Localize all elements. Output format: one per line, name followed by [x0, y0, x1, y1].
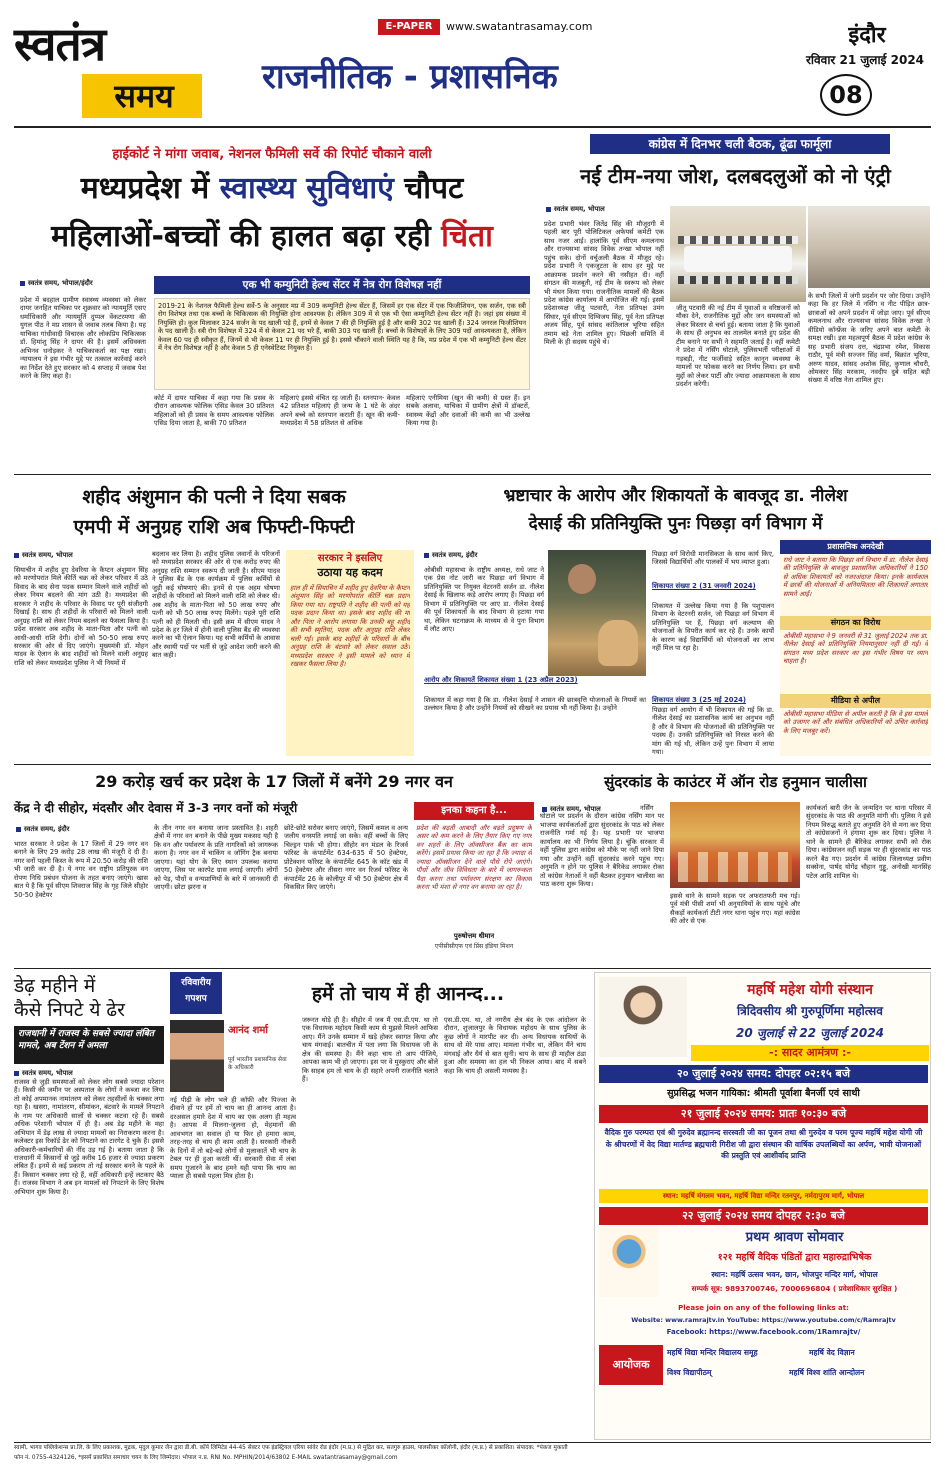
ad-organizer-label: आयोजक [599, 1345, 663, 1385]
body-col2: के तीन नगर वन बनाया जाना प्रस्तावित है। शहरी क्षेत्रों में नगर वन बनाने के पीछे मुख्य मकसद यही है कि वन और पर्यावरण के प्रति नागरिकों को जागरूक करना है। नगर वन में चाकिंग व जॉगिंग ट्रैक बनाया जाएगा। यहां योग के लिए स्थान उपलब्ध कराया जाएगा, जिस पर कारपेट ग्रास लगाई जाएगी। लोगों को पेड़, पौधों व वन्यप्राणियों के बारे में जानकारी दी जाएगी। छोटा झरना व [154, 824, 278, 892]
body-col2: जरूरत थोड़े ही है। सीहोर में जब मैं एस.डी.एम. था तो एक विधायक महोदय किसी काम से मुझसे मिलने आफिस आए। मैंने उनके सम्मान में खड़े होकर स्वागत किया और चाय मंगवाई। बातचीत में पता लगा कि विधायक जी के क्षेत्र की समस्या है। मैंने कहा चाय तो आप पीजिये, आपका काम भी हो जाएगा। इस पर वे मुस्कुराए और बोले कि साहब हम तो चाय के ही सहारे अपनी राजनीति चलाते हैं। [302, 1016, 438, 1084]
ad-line1: २० जुलाई २०२४ समय: दोपहर ०२:१५ बजे [599, 1065, 928, 1083]
body-col2: जीतू पटवारी की नई टीम में युवाओं व वरिष्ठजनों को मौका देने, राजनीतिक मुद्दों और जन समस्याओं को लेकर विस्तार से चर्चा हुई। बताया जाता है कि युवाओं के साथ ही अनुभव का तालमेल बनाते हुए प्रदेश की टीम बनाने पर सभी ने सहमति जताई है। वहीं कमेटी ने प्रदेश में नर्सिंग घोटाले, पुलिसभर्ती परीक्षाओं में गड़बड़ी, नीट फर्जीवाड़े सहित कानून व्यवस्था के मामलों पर फोकस करने का निर्णय लिया। इन सभी मुद्दों को लेकर पार्टी और ज्यादा आक्रामकता के साथ प्रदर्शन करेगी। [676, 304, 800, 388]
ad-invite: -: सादर आमंत्रण :- [691, 1045, 929, 1061]
byline: स्वतंत्र समय, इंदौर [16, 824, 146, 833]
byline: स्वतंत्र समय, भोपाल [14, 1068, 164, 1077]
body-col3: एस.डी.एम. था, तो नगरीय क्षेत्र बंद के एक आंदोलन के दौरान, शुजालपुर के विधायक महोदय के साथ पुलिस के कुछ लोगों ने मारपीट कर दी। अन्य विधायक साथियों के साथ वो मेरे पास आए। मामला गंभीर था, लेकिन मैंने चाय मंगवाई और धैर्य से बात सुनी। चाय के साथ ही माहौल ठंडा हुआ और समस्या का हल भी निकल आया। बाद में सबने कहा कि चाय ही असली मध्यस्थ है। [444, 1016, 586, 1075]
author-photo [170, 1020, 224, 1092]
ad-line5: २२ जुलाई २०२४ समय दोपहर २:३० बजे [599, 1207, 928, 1225]
ad-dates: 20 जुलाई से 22 जुलाई 2024 [736, 1026, 884, 1040]
advertisement [594, 972, 931, 1440]
story-headline-line2: कैसे निपटे ये ढेर [14, 999, 125, 1021]
subhead-bar: एक भी कम्युनिटी हेल्थ सेंटर में नेत्र रोग विशेषज्ञ नहीं [154, 276, 530, 294]
ad-subtitle: त्रिदिवसीय श्री गुरुपूर्णिमा महोत्सव [737, 1004, 883, 1018]
side-heading: प्रशासनिक अनदेखी [780, 540, 931, 554]
body-col1: ओबीसी महासभा के राष्ट्रीय अध्यक्ष, राधे जाट ने एक प्रेस नोट जारी कर पिछड़ा वर्ग विभाग में प्रतिनियुक्ति पर नियुक्त वेटरनरी सर्जन डा. नीलेश देसाई के खिलाफ कड़े आरोप लगाए हैं। पिछड़ा वर्ग विभाग में प्रतिनियुक्ति पर आए डा. नीलेश देसाई की पूर्व शिकायतों के बाद विभाग से हटाया गया था, लेकिन घटनाक्रम के माध्यम से वे पुनः विभाग में लौट आए। [424, 566, 544, 634]
story-desai [420, 478, 931, 760]
quote-text: प्रदेश की बढ़ती आबादी और बढ़ते प्रदूषण के असर को कम करने के लिए तैयार किए गए नगर वन शहरों के लिए ऑक्सीजन बैंक का काम करेंगे। इसमें प्रयास किया जा रहा है कि ज्यादा से ज्यादा ऑक्सीजन देने वाले पौधे रोपे जाएंगे। पौधों और जीव विविधता के बारे में जागरूकता पैदा करना तथा पर्यावरण संरक्षण का विकास करना भी मंशा से नगर वन बनाया जा रहा है। [416, 824, 532, 892]
body-col3: छोटे-छोटे सरोवर बनाए जाएंगे, जिसमें कमल व अन्य जलीय वनस्पति लगाई जा सके। वहीं बच्चों के लिए चिल्ड्रन पार्क भी होगा। सीहोर वन मंडल के रिजर्व फॉरेस्ट के कंपार्टमेंट 634-635 में 50 हेक्टेयर, प्रोटेक्शन फॉरेस्ट के कंपार्टमेंट 645 के कॉट खंड में 50 हेक्टेयर और तीसरा नगर वन रिजर्व फॉरेस्ट के कंपार्टमेंट 26 के कोलीपुर में भी 50 हेक्टेयर क्षेत्र में विकसित किए जाएंगे। [284, 824, 408, 892]
ad-org4: महर्षि विश्व शांति आन्दोलन [789, 1368, 865, 1377]
body-col1: नई पीढ़ी के लोग भले ही कॉफ़ी और पिज्जा के दीवाने हों पर हमें तो चाय का ही आनन्द आता है। दरअसल हमारे देश में चाय का एक अलग ही महत्व है। आपस में मिलना-जुलना हो, मेहमानों की आवभगत का सवाल हो या फिर हो हमारा काम, तरह-तरह से चाय ही काम आती है। सरकारी नौकरी के दिनों में तो बड़े-बड़े लोगों से मुलाकातें भी चाय के टेबल पर ही हुआ करती थीं। सरकारी सेवा में लंबा समय गुजारने के बाद हमने यही पाया कि चाय का प्याला ही सबसे पहला मित्र होता है। [170, 1096, 296, 1180]
body-col2: कोर्ट में दायर याचिका में कहा गया कि प्रसव के दौरान आवश्यक फोलिक एसिड केवल 30 प्रतिशत महिलाओं को ही प्रसव के समय आवश्यक फोलिक एसिड दिया जाता है, बाकी 70 प्रतिशत [154, 394, 274, 428]
sidebar-title: उठाया यह कदम [317, 566, 383, 579]
column-tag-line1: रविवारीय [181, 978, 211, 988]
masthead-rule [14, 126, 931, 128]
ad-follow: Please join on any of the following links at: [678, 1304, 849, 1312]
ad-line3: २१ जुलाई २०२४ समय: प्रातः १०:३० बजे [599, 1105, 928, 1123]
quote-role: एपीसीसीएफ एवं प्रिंस इंडिया मिशन [434, 943, 514, 950]
story-sundarkand [540, 768, 931, 964]
ad-line7: १२१ महर्षि वैदिक पंडितों द्वारा महारुद्राभिषेक [717, 1252, 872, 1263]
sidebar-box [286, 550, 414, 756]
side-text-3: ओबीसी महासभा मीडिया से अपील करती है कि वे इस मामले को उजागर करें और संबंधित अधिकारियों को उचित कार्रवाई के लिए मजबूर करें। [783, 710, 928, 735]
story-headline: सुंदरकांड के काउंटर में ऑन रोड हनुमान चालीसा [604, 773, 867, 791]
story-subhead: राजधानी में राजस्व के सबसे ज्यादा लंबित मामले, अब टेंशन में अमला [14, 1026, 164, 1064]
body-col1: प्रदेश प्रभारी भंवर जितेंद्र सिंह की मौजूदगी में पहली बार पूरी पोलिटिकल अफेयर्स कमेटी एक साथ नजर आई। हालांकि पूर्व सीएम कमलनाथ और राज्यसभा सांसद विवेक तन्खा भोपाल नहीं पहुंच सके। दोनों वर्चुअली बैठक में मौजूद रहे। प्रदेश प्रभारी ने एकजुटता के साथ हर मुद्दे पर आक्रामक प्रदर्शन करने की नसीहत दी। वहीं संगठन की मजबूती, नई टीम के स्वरूप को लेकर भी मंथन किया गया। राजनीतिक मामलों की बैठक प्रदेश कांग्रेस कार्यालय में आयोजित की गई। इसमें प्रदेशाध्यक्ष जीतू पटवारी, नेता प्रतिपक्ष उमंग सिंघार, पूर्व सीएम दिग्विजय सिंह, पूर्व नेता प्रतिपक्ष अजय सिंह, पूर्व सांसद कांतिलाल भूरिया सहित तमाम बड़े नेता शामिल हुए। पिछली समिति में मिली के ही सदस्य पहुंचे थे। [544, 220, 664, 347]
story-tea [168, 972, 588, 1440]
column-tag [170, 972, 222, 1014]
meeting-photo [670, 206, 806, 302]
ad-line2: सुप्रसिद्ध भजन गायिका: श्रीमती पूर्वाशा बैनर्जी एवं साथी [667, 1088, 860, 1099]
logo [14, 16, 204, 116]
guru-portrait [599, 977, 687, 1057]
divider [14, 474, 931, 475]
imprint-line1: स्वामी, भागव पब्लिकेशन्स प्रा.लि. के लिए प्रकाशक, मुद्रक, मृदुल कुमार जैन द्वारा डी.बी. कॉर्प लिमिटेड 44-45 सेक्टर एफ इंडस्ट्रियल एरिया सांवेर रोड इंदौर (म.प्र.) से मुद्रित कर, सतगुरु हाउस, पालसीकर कॉलोनी, इंदौर (म.प्र.) से प्रकाशित। संपादक: *पंकज मुकाती [14, 1445, 568, 1451]
ad-venue2: स्थान: महर्षि उत्सव भवन, छान, भोजपुर मन्दिर मार्ग, भोपाल [711, 1270, 878, 1279]
column-tag-line2: गपशप [185, 994, 207, 1004]
byline: स्वतंत्र समय, इंदौर [424, 550, 544, 559]
meeting-photo-2 [808, 206, 930, 288]
side-text: राधे जाट ने बताया कि पिछड़ा वर्ग विभाग में डा. नीलेश देसाई की प्रतिनियुक्ति के बावजूद प्रशासनिक अधिकारियों ने 150 से अधिक शिकायतों को नजरअंदाज किया। इनके कार्यकाल में छात्रों की योजनाओं में अनियमितता की शिकायतें लगातार सामने आईं। [783, 556, 928, 598]
story-subhead: केंद्र ने दी सीहोर, मंदसौर और देवास में 3-3 नगर वनों को मंजूरी [14, 801, 298, 815]
ad-org3: विश्व विद्यापीठम् [667, 1368, 712, 1377]
story-health [14, 132, 530, 462]
complaint3-title: शिकायत संख्या 3 (25 मई 2024) [652, 696, 747, 704]
quote-name: पुरुषोत्तम धीमान [453, 932, 495, 940]
body-col3: महिलाएं इससे वंचित रह जाती हैं। स्तनपान- केवल 42 प्रतिशत महिलाएं ही जन्म के 1 घंटे के अंदर अपने बच्चे को स्तनपान कराती हैं। खून की कमी- मध्यप्रदेश में 58 प्रतिशत से अधिक [280, 394, 400, 428]
story-headline: डेढ़ महीने में [14, 975, 96, 997]
body-col3: के सभी जिलों में जंगी प्रदर्शन पर जोर दिया। उन्होंने कहा कि हर जिले में नर्सिंग व नीट पीड़ित छात्र-छात्राओं को अपने प्रदर्शन में जोड़ा जाए। पूर्व सीएम कमलनाथ और राज्यसभा सांसद विवेक तन्खा ने वीडियो कॉन्फ्रेंस के जरिए अपने बात कमेटी के समक्ष रखी। इस महत्वपूर्ण बैठक में प्रदेश कांग्रेस के सह प्रभारी संजय दत्त, चंद्रप्रभा रमेश, विकास राठौर, पूर्व मंत्री सज्जन सिंह वर्मा, बिक्रांत भूरिया, अरुण यादव, सांसद अशोक सिंह, कुणाल चौधरी, ओमकार सिंह मरकाम, नवदीप दुबे सहित बड़ी संख्या में वरिष्ठ नेता शामिल हुए। [808, 292, 930, 385]
ad-org1: महर्षि विद्या मन्दिर विद्यालय समूह [667, 1348, 758, 1357]
ad-org2: महर्षि वेद विज्ञान [809, 1348, 855, 1357]
date: रविवार 21 जुलाई 2024 [805, 53, 925, 67]
story-headline: हमें तो चाय में ही आनन्द... [311, 983, 505, 1005]
story-headline: भ्रष्टाचार के आरोप और शिकायतों के बावजूद डा. नीलेश [503, 486, 848, 506]
sidebar-text: हाल ही में सियाचिन में शहीद हुए देवरिया के कैप्टन अंशुमान सिंह को मरणोपरांत कीर्ति चक्र प्रदान किया गया था। राष्ट्रपति ने शहीद की पत्नी को यह पदक प्रदान किया था। इसके बाद शहीद की मां और पिता ने आरोप लगाया कि उनकी बहू शहीद की सभी स्मृतियां, पदक और अनुग्रह राशि लेकर चली गई। इसके बाद शहीदों के परिवारों के बीच अनुग्रह राशि के बंटवारे को लेकर सवाल उठे। मध्यप्रदेश सरकार ने इसी मामले को ध्यान में रखकर फैसला लिया है। [290, 584, 410, 668]
story-revenue [14, 972, 164, 1440]
story-headline: 29 करोड़ खर्च कर प्रदेश के 17 जिलों में बनेंगे 29 नगर वन [95, 772, 453, 791]
body-col-mid: इससे थाने के सामने सड़क पर अफरातफरी मच गई। पूर्व मंत्री पीसी शर्मा भी अनुयायियों के साथ पहुंचे और सैकड़ों कार्यकर्ता टीटी नगर थाना पहुंच गए। यहां कांग्रेस की ओर से एक [670, 892, 800, 926]
body-col1: नर्सिंग घोटाले पर प्रदर्शन के दौरान कांग्रेस नर्सिंग मान पर भाजपा कार्यकर्ताओं द्वारा सुंदरकांड के पाठ को लेकर राजनीति गर्मा गई है। यह प्रभारी पर भाजपा कार्यालय का भी निर्णय लिया है। चूंकि सरकार में वहीं पुलिस द्वारा कांग्रेस को मौके पर नहीं जाने दिया गया और उन्होंने वहीं सुंदरकांड करने पहुंच गए। अनुमति न होने पर पुलिस ने बैरिकेड लगाकर रोका तो कांग्रेस नेताओं ने वहीं बैठकर हनुमान चालीसा का पाठ करना शुरू किया। [540, 804, 664, 888]
ad-line4: वैदिक गुरु परम्परा एवं श्री गुरुदेव ब्रह्मानन्द सरस्वती जी का पूजन तथा श्री गुरुदेव व परम पूज्य महर्षि महेश योगी जी के श्रीचरणों में वेद विद्या मार्तण्ड ब्रह्मचारी गिरीश जी द्वारा संस्थान की वार्षिक उपलब्धियों का अर्पण, भावी योजनाओं की प्रस्तुति एवं आशीर्वाद प्राप्ति [604, 1128, 923, 1160]
imprint-line2: फोन नं. 0755-4324126, *इसमें प्रकाशित समाचार चयन के लिए जिम्मेदार। भोपाल न.प्र. RNI No. MPHIN/2014/63802 E-MAIL swatantrasamay@gmail.com [14, 1455, 398, 1461]
byline: स्वतंत्र समय, भोपाल [546, 204, 666, 213]
divider [14, 764, 931, 765]
city: इंदौर [848, 23, 886, 48]
story-headline: नई टीम-नया जोश, दलबदलुओं को नो एंट्री [580, 164, 891, 188]
logo-line1: स्वतंत्र [14, 17, 106, 71]
story-kicker: हाईकोर्ट ने मांगा जवाब, नेशनल फैमिली सर्वे की रिपोर्ट चौकाने वाली [112, 147, 432, 162]
story-kicker: कांग्रेस में दिनभर चली बैठक, ढूंढा फार्मूला [590, 134, 890, 154]
author-name: आनंद शर्मा [228, 1025, 268, 1036]
story-headline: मध्यप्रदेश में स्वास्थ्य सुविधाएं चौपट [80, 171, 464, 206]
complaint2-title: शिकायत संख्या 2 (31 जनवरी 2024) [652, 582, 756, 590]
section-title: राजनीतिक - प्रशासनिक [262, 57, 558, 97]
story-headline-line2: महिलाओं-बच्चों की हालत बढ़ा रही चिंता [51, 219, 493, 254]
ad-contact: सम्पर्क सूत्र: 9893700746, 7000696804 ( प्रवेशाधिकार सुरक्षित ) [691, 1284, 898, 1293]
epaper-tag: E-PAPER [378, 19, 440, 35]
story-congress [540, 132, 931, 472]
footer-rule [14, 1442, 931, 1443]
story-forests [14, 768, 534, 964]
divider [14, 968, 931, 969]
person-dog-photo [548, 550, 646, 676]
body-col1: प्रदेश में बदहाल ग्रामीण स्वास्थ्य व्यवस्था को लेकर दायर जनहित याचिका पर शुक्रवार को न्यायमूर्ति एसए धर्माधिकारी और न्यायमूर्ति दुप्पल वेंकटरमणा की युगल पीठ ने मप्र शासन से जवाब तलब किया है। यह याचिका गांधीवादी विचारक और लोकप्रिय चिकित्सक डॉ. हिमांशु सिंह ने दायर की है। इसमें अधिवक्ता अभिनव धनोड़कर ने याचिकाकर्ता का पक्ष रखा। न्यायालय ने इस गंभीर मुद्दे पर तत्काल कार्रवाई करने का निर्देश देते हुए सरकार को 4 सप्ताह में जवाब पेश करने के लिए कहा है। [20, 296, 146, 380]
complaint1-title: आरोप और शिकायतें शिकायत संख्या 1 (23 अप्रैल 2023) [424, 676, 578, 684]
protest-photo [670, 802, 800, 888]
story-headline-line2: एमपी में अनुग्रह राशि अब फिफ्टी-फिफ्टी [73, 516, 355, 538]
complaint2-text: शिकायत में उल्लेख किया गया है कि पशुपालन विभाग के वेटरनरी सर्जन, जो पिछड़ा वर्ग विभाग में प्रतिनियुक्ति पर हैं, पिछड़ा वर्ग कल्याण की योजनाओं के विपरीत कार्य कर रहे हैं। उनके कार्यों के कारण कई विद्यार्थियों को योजनाओं का लाभ नहीं मिल पा रहा है। [652, 602, 774, 653]
side-heading-2: संगठन का विरोध [780, 616, 931, 630]
website[interactable]: www.swatantrasamay.com [446, 20, 593, 33]
complaint3-text: पिछड़ा वर्ग आयोग में भी शिकायत की गई कि डा. नीलेश देसाई का प्रशासनिक कार्य का अनुभव नहीं है और वे विभाग की योजनाओं की प्रतिनियुक्ति पर पदस्थ हैं। उनकी प्रतिनियुक्ति को निरस्त करने की मांग की गई थी, लेकिन उन्हें पुनः विभाग में लाया गया। [652, 706, 774, 756]
body-col2: कार्यकर्ता बारी जैन के जन्मदिन पर थाना परिसर में सुंदरकांड के पाठ की अनुमति मांगी थी। पुलिस ने इसे नियम विरुद्ध बताते हुए अनुमति देने से मना कर दिया तो कांग्रेसजनों ने हंगामा शुरू कर दिया। पुलिस ने थाने के सामने ही बैरिकेड लगाकर सभी को रोक दिया। कांग्रेसजन वहीं सड़क पर ही सुंदरकांड का पाठ करने बैठ गए। प्रदर्शन में कांग्रेस जिलाध्यक्ष प्रवीण सक्सेना, पार्षद योगेंद्र चौहान गुड्डू, अनोखी मानसिंह पटेल आदि शामिल थे। [806, 804, 931, 880]
body-col2: बदलाव कर लिया है। शहीद पुलिस जवानों के परिजनों को मध्यप्रदेश सरकार की ओर से एक करोड़ रुपए की अनुग्रह राशि सम्मान स्वरूप दी जाती है। सीएम यादव ने पुलिस बैंड के एक कार्यक्रम में पुलिस कर्मियों से जुड़ी कई घोषणाएं की। इनमें से एक अहम घोषणा शहीदों के परिवारों को मिलने वाली राशि को लेकर थी। अब शहीद के माता-पिता को 50 लाख रुपए और पत्नी को भी 50 लाख रुपए मिलेंगे। पहले पूरी राशि पत्नी को ही मिलती थी। इसी क्रम में सीएम यादव ने प्रदेश के हर जिले में होनी वाली पुलिस बैंड की व्यवस्था करने का भी ऐलान किया। यह सभी कर्मियों के आवास और स्थायी पदों पर भर्ती से जुड़े आदेश जारी करने की बात कही। [152, 550, 280, 660]
shiva-image [599, 1227, 659, 1297]
body-col1: सियाचीन में शहीद हुए देवरिया के कैप्टन अंशुमान सिंह को मरणोपरांत मिले कीर्ति चक्र को लेकर परिवार में उठे विवाद के बाद सेना पदक सम्मान मिलने वाले शहीदों को लेकर नियम बदलने की मांग उठी है। मध्यप्रदेश की सरकार ने शहीद के परिवार के विवाद पर पूरी संजीदगी दिखाई है। साथ ही शहीदों के परिवारों को मिलने वाली अनुग्रह राशि को लेकर नियम बदलने का फैसला किया है। प्रदेश सरकार अब शहीद के माता-पिता और पत्नी को आधी-आधी राशि देगी। दोनों को 50-50 लाख रुपए सरकार की ओर से दिए जाएंगे। मुख्यमंत्री डॉ. मोहन यादव के ऐलान के बाद शहीदों को मिलने वाली अनुग्रह राशि को लेकर मध्यप्रदेश पुलिस ने भी नियमों में [14, 566, 148, 667]
masthead [0, 0, 945, 128]
stats-box: 2019-21 के नेशनल फैमिली हेल्थ सर्वे-5 के अनुसार मप्र में 309 कम्युनिटी हेल्थ सेंटर हैं, जिसमें हर एक सेंटर में एक फिजीशियन, एक सर्जन, एक स्त्री रोग विशेषज्ञ तथा एक बच्चों के चिकित्सक की नियुक्ति होना आवश्यक है। लेकिन 309 में से एक भी ऐसा कम्युनिटी हेल्थ सेंटर नहीं है। जहां इस संख्या में नियुक्ति हो। कुल मिलाकर 324 सर्जन के पद खाली पड़े हैं, इनमें से केवल 7 की ही नियुक्ति हुई है और बाकी 302 पद खाली हैं। 324 जनरल फिजीशियन के पद खाली हैं। स्त्री रोग विशेषज्ञ में 324 में से केवल 21 पद भरे हैं, बाकी 303 पद खाली हैं। बच्चों के विशेषज्ञों के लिए 309 पदों आवश्यकता है, लेकिन केवल 60 पद ही स्वीकृत हैं, जिनमें से भी केवल 11 पर ही नियुक्ति हुई है। इससे चौंकाने वाली स्थिति यह है कि, मप्र प्रदेश में एक भी कम्युनिटी हेल्थ सेंटर में नेत्र रोग विशेषज्ञ नहीं है और केवल 5 ही एनेस्थेटिस्ट नियुक्त है। [154, 298, 530, 390]
byline: स्वतंत्र समय, भोपाल/इंदौर [20, 278, 150, 287]
story-headline: शहीद अंशुमान की पत्नी ने दिया सबक [82, 486, 346, 508]
body-text: राजस्व से जुड़ी समस्याओं को लेकर लोग सबसे ज्यादा परेशान हैं। किसी की जमीन पर अस्पताल के लोगों ने कब्जा कर लिया तो कोई अपमानक नामांतरण को लेकर तहसीलों के चक्कर लगा रहा है। खसरा, नामांतरण, सीमांकन, बंटवारे के मामले निपटाने के नाम पर अधिकारी सालों से चक्कर कटवा रहे हैं। सबसे अधिक परेशानी भोपाल में ही है। अब डेढ़ महीने के महा अभियान में डेढ़ लाख से ज्यादा मामलों का निराकरण करना है। कलेक्टर इस रिकॉर्ड ढेर को निपटाने का टारगेट दे चुके हैं। इससे अधिकारी-कर्मचारियों की नींद उड़ गई है। बताया जाता है कि राजधानी में किसानों से जुड़े करीब 16 हजार से ज्यादा प्रकरण लंबित हैं। इनमें से कई प्रकरण तो नई सरकार बनने के पहले के हैं। किसान चक्कर लगा रहे हैं, वहीं अधिकारी इन्हें लटकाए बैठे हैं। राजस्व विभाग ने अब इन मामलों को निपटाने के लिए विशेष अभियान शुरू किया है। [14, 1078, 164, 1196]
side-text-2: ओबीसी महासभा ने 9 जनवरी से 31 जुलाई 2024 तक डा. नीलेश देसाई को प्रतिनियुक्ति नियमानुसार नहीं दी गई। वे संगठन मध्य प्रदेश सरकार का इस गंभीर विषय पर ध्यान चाहता है। [783, 632, 928, 666]
complaint1-text: शिकायत में कहा गया है कि डा. नीलेश देसाई ने शासन की छात्रवृत्ति योजनाओं के नियमों का उल्लंघन किया है और उन्होंने नियमों को सीखने का प्रयास भी नहीं किया है। उन्होंने [424, 696, 646, 713]
ad-website[interactable]: Website: www.ramrajtv.in YouTube: https://www.youtube.com/c/Ramrajtv [631, 1316, 896, 1324]
ad-facebook[interactable]: Facebook: https://www.facebook.com/1Ramrajtv/ [666, 1328, 861, 1336]
logo-line2: समय [114, 77, 174, 115]
ad-venue1: स्थान: महर्षि मंगलम भवन, महर्षि विद्या मन्दिर रतनपुर, नर्मदापुरम मार्ग, भोपाल [599, 1189, 928, 1203]
body-col4: महिलाएं एनीमिया (खून की कमी) से ग्रस्त हैं। इन सबके अलावा, याचिका में ग्रामीण क्षेत्रों में डॉक्टरों, स्वास्थ्य केंद्रों और दवाओं की कमी का भी उल्लेख किया गया है। [406, 394, 530, 428]
sidebar-kicker: सरकार ने इसलिए [317, 553, 383, 564]
byline: स्वतंत्र समय, भोपाल [14, 550, 154, 559]
story-martyr [14, 478, 414, 760]
side-panel [780, 538, 931, 756]
body-col1: भारत सरकार ने प्रदेश के 17 जिलों में 29 नगर वन बनाने के लिए 29 करोड़ 28 लाख की मंजूरी दे दी है। नगर वनों पहली किस्त के रूप में 20.50 करोड़ की राशि भी जारी कर दी है। ये नगर वन राष्ट्रीय प्रतिपूरक वन रोपण निधि प्रबंधन योजना के तहत बनाए जाएंगे। खास बात ये है कि पूर्व सीएम शिवराज सिंह के गृह जिले सीहोर 50-50 हेक्टेयर [14, 840, 148, 899]
story-headline-line2: देसाई की प्रतिनियुक्ति पुनः पिछड़ा वर्ग विभाग में [528, 514, 823, 534]
author-role: पूर्व भारतीय प्रशासनिक सेवा के अधिकारी [228, 1057, 287, 1071]
ad-line6: प्रथम श्रावण सोमवार [745, 1230, 844, 1245]
side-heading-3: मीडिया से अपील [780, 694, 931, 708]
page-number: 08 [820, 74, 872, 116]
byline: स्वतंत्र समय, भोपाल [542, 804, 652, 813]
body-col2: पिछड़ा वर्ग विरोधी मानसिकता के साथ कार्य किए, जिससे विद्यार्थियों और पालकों में भय व्याप्त हुआ। [652, 550, 774, 567]
quote-box [414, 802, 534, 962]
ad-title: महर्षि महेश योगी संस्थान [747, 982, 873, 998]
quote-heading: इनका कहना है... [414, 802, 534, 820]
